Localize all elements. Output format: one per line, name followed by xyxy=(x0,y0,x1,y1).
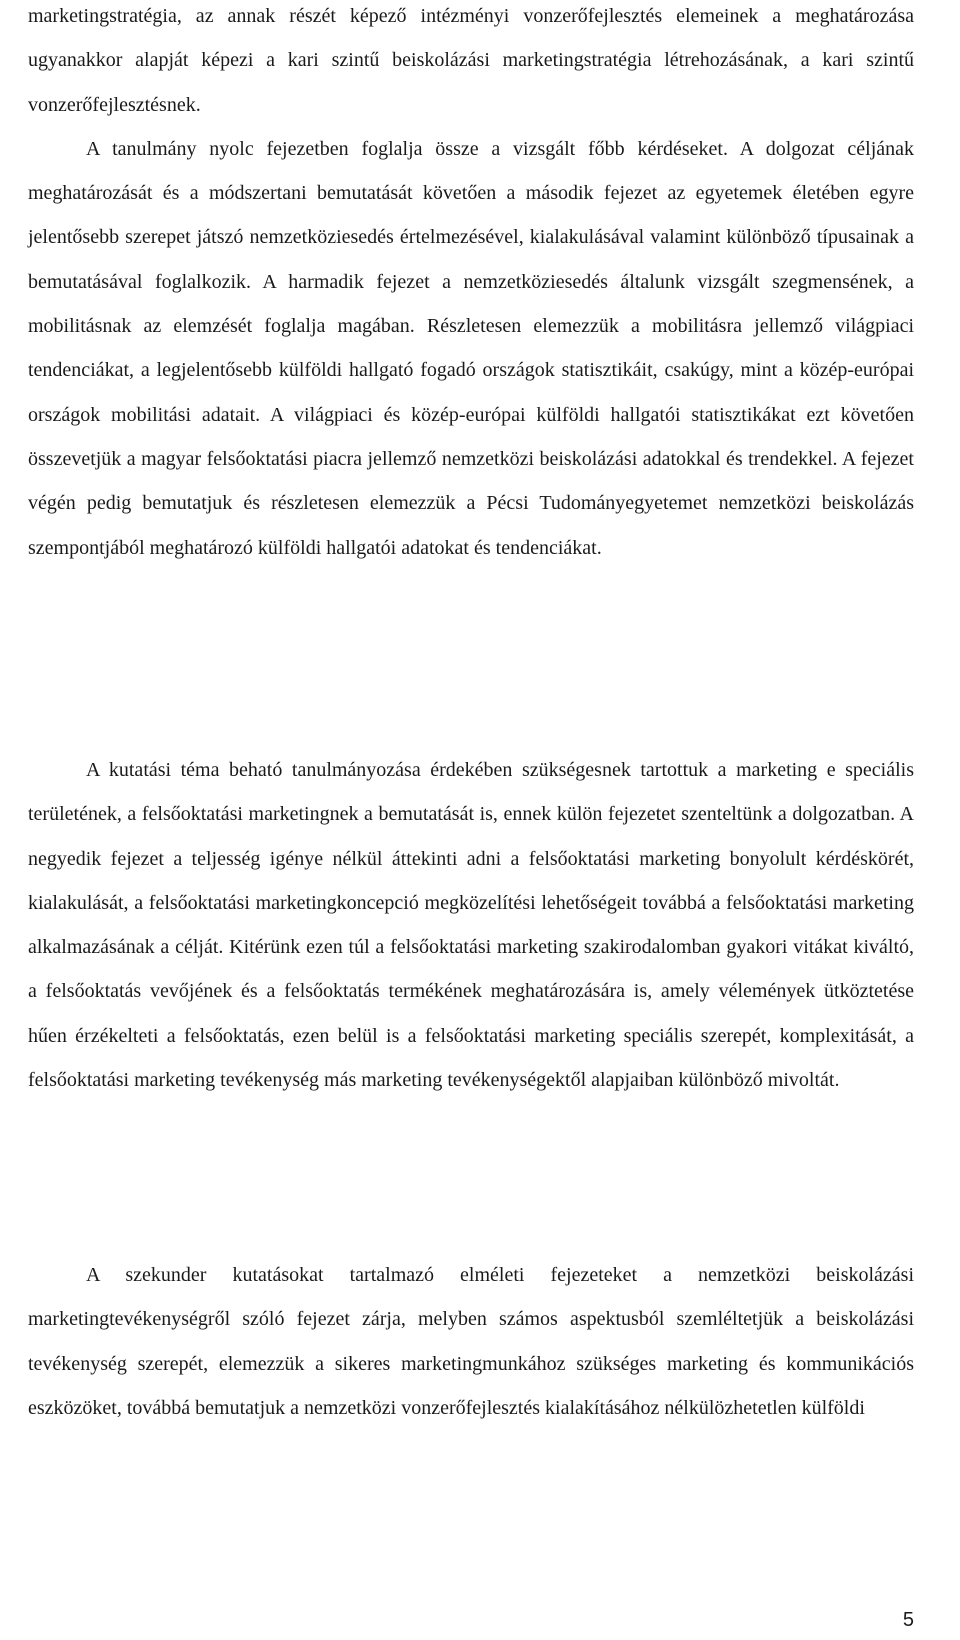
text-line: áttekinti adni a felsőoktatási marketing bonyolult kérdéskörét, kialakulását, a xyxy=(28,847,915,914)
text-line: dolgozat céljának meghatározását és a módszertani bemutatását követően a második xyxy=(28,137,915,205)
text-line: fejezet az egyetemek életében egyre jelentősebb szerepet játszó nemzetköziesedés xyxy=(28,182,914,249)
text-line: végén pedig bemutatjuk és részletesen elemezzük a Pécsi Tudományegyetemet xyxy=(28,492,708,515)
text-line: létrehozásának, a kari szintű vonzerőfejlesztésnek. xyxy=(28,49,915,116)
text-line: marketingstratégia, az annak részét képező intézményi vonzerőfejlesztés elemeinek a xyxy=(28,5,782,27)
text-line: marketing e speciális területének, a felsőoktatási marketingnek a bemutatását is, ennek xyxy=(28,759,915,826)
text-line: felsőoktatás, ezen belül is a felsőoktatási marketing speciális szerepét, komplexitását, a xyxy=(183,1024,915,1047)
text-line: tendenciákat. xyxy=(495,536,602,559)
paragraph-secondary-research xyxy=(28,1253,914,1430)
text-line: felsőoktatási marketing tevékenység más marketing tevékenységektől alapjaiban xyxy=(28,1069,674,1092)
text-line: különböző mivoltát. xyxy=(678,1069,840,1092)
text-line: szemléltetjük a beiskolázási tevékenység szerepét, elemezzük a sikeres xyxy=(28,1308,915,1375)
text-line: felsőoktatási marketingkoncepció megközelítési lehetőségeit továbbá a felsőoktatási xyxy=(148,891,828,914)
text-line: A szekunder kutatásokat tartalmazó elméleti fejezeteket a nemzetközi xyxy=(86,1264,791,1286)
text-line: nemzetközi beiskolázás szempontjából meghatározó külföldi hallgatói adatokat és xyxy=(28,492,914,559)
text-line: statisztikáit, csakúgy, mint a közép-európai országok mobilitási adatait. A világpiaci és xyxy=(28,359,915,426)
text-line: marketing alkalmazásának a célját. Kitérünk ezen túl a felsőoktatási marketing xyxy=(28,891,914,959)
text-line: szakirodalomban gyakori vitákat kiváltó, a felsőoktatás vevőjének és a felsőoktatás xyxy=(28,936,915,1003)
text-line: A tanulmány nyolc fejezetben foglalja össze a vizsgált főbb kérdéseket. A xyxy=(86,137,753,160)
text-line: foglalkozik. A harmadik fejezet a nemzetköziesedés általunk vizsgált szegmensének, a xyxy=(154,270,915,293)
text-line: A kutatási téma beható tanulmányozása érdekében szükségesnek tartottuk a xyxy=(86,759,727,781)
text-line: termékének meghatározására is, amely vélemények ütköztetése hűen érzékelteti a xyxy=(28,980,915,1047)
text-line: beiskolázási marketingtevékenységről szóló fejezet zárja, melyben számos aspektusból xyxy=(28,1264,915,1331)
text-line: értelmezésével, kialakulásával valamint különböző típusainak a bemutatásával xyxy=(28,226,914,293)
page-number: 5 xyxy=(902,1609,914,1631)
text-line: marketingmunkához szükséges marketing és kommunikációs eszközöket, továbbá xyxy=(28,1352,914,1419)
text-line: meghatározása ugyanakkor alapját képezi a kari szintű beiskolázási marketingstratégia xyxy=(28,5,915,72)
text-line: mobilitásnak az elemzését foglalja magában. Részletesen elemezzük a mobilitásra xyxy=(28,315,743,338)
text-line: felsőoktatási piacra jellemző nemzetközi beiskolázási adatokkal és trendekkel. A fejezet xyxy=(206,447,914,470)
text-line: bemutatjuk a nemzetközi vonzerőfejlesztés kialakításához nélkülözhetetlen külföldi xyxy=(195,1396,865,1419)
text-line: külön fejezetet szenteltünk a dolgozatban. A negyedik fejezet a teljesség igénye nélkül xyxy=(28,803,914,870)
text-line: közép-európai külföldi hallgatói statisztikákat ezt követően összevetjük a magyar xyxy=(28,403,914,470)
paragraph-intro-chapters xyxy=(28,0,914,570)
text-line: jellemző világpiaci tendenciákat, a legjelentősebb külföldi hallgató fogadó országok xyxy=(28,315,915,382)
paragraph-higher-education-marketing xyxy=(28,748,914,1102)
